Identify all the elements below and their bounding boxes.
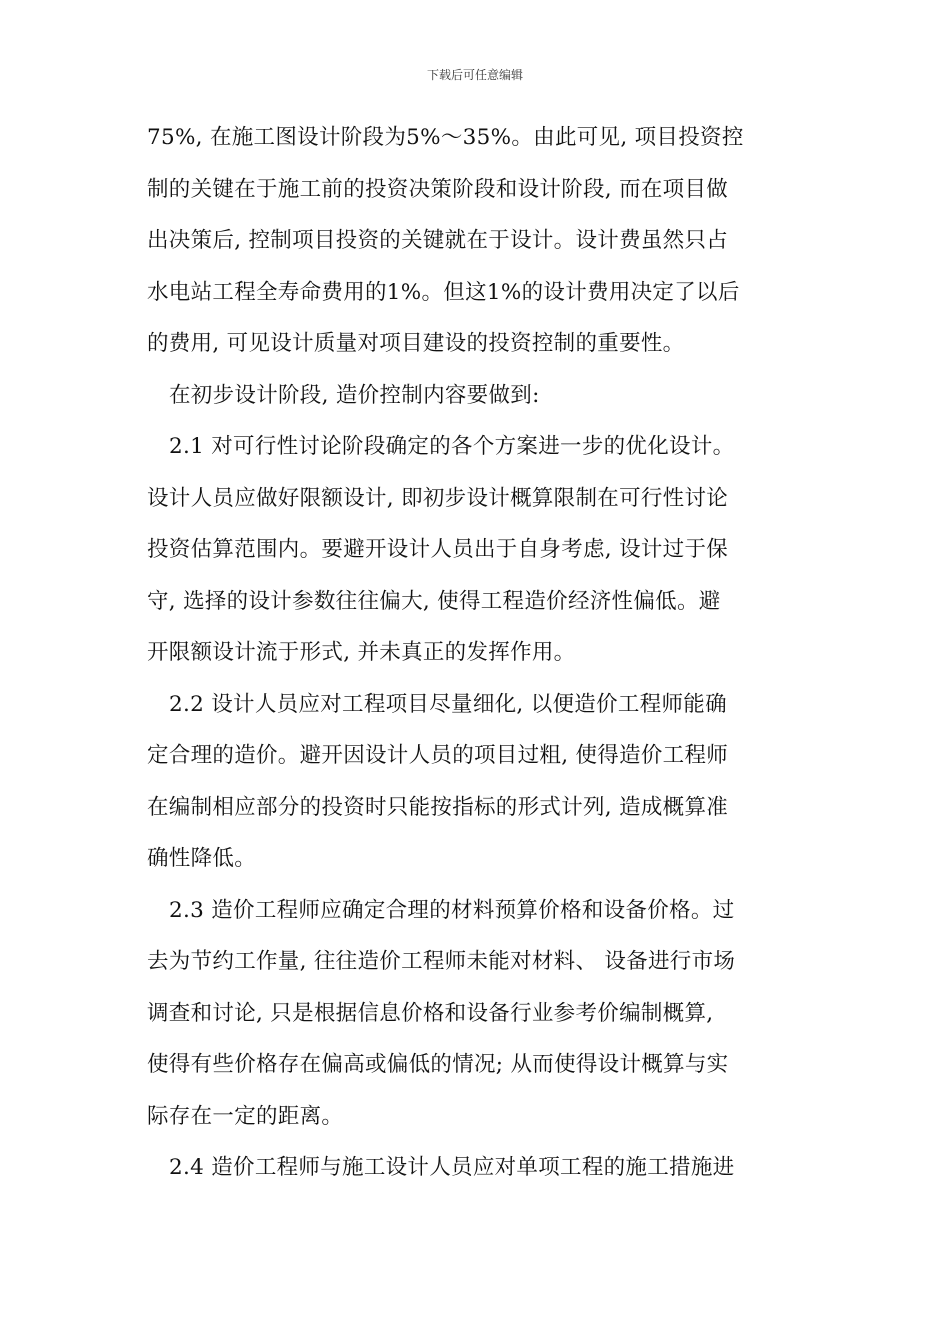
text-line: 在初步设计阶段, 造价控制内容要做到: xyxy=(169,382,540,408)
text-line: 制的关键在于施工前的投资决策阶段和设计阶段, 而在项目做 xyxy=(147,176,729,202)
text-line: 定合理的造价。避开因设计人员的项目过粗, 使得造价工程师 xyxy=(147,743,729,768)
text-line: 2.1 对可行性讨论阶段确定的各个方案进一步的优化设计。 xyxy=(169,434,735,459)
text-line: 2.3 造价工程师应确定合理的材料预算价格和设备价格。过 xyxy=(169,897,735,923)
text-line: 投资估算范围内。要避开设计人员出于自身考虑, 设计过于保 xyxy=(147,537,729,562)
text-line: 守, 选择的设计参数往往偏大, 使得工程造价经济性偏低。避 xyxy=(147,588,721,614)
text-line: 出决策后, 控制项目投资的关键就在于设计。设计费虽然只占 xyxy=(147,228,729,253)
body-text xyxy=(147,112,807,1194)
text-line: 开限额设计流于形式, 并未真正的发挥作用。 xyxy=(147,640,576,665)
text-line: 在编制相应部分的投资时只能按指标的形式计列, 造成概算准 xyxy=(147,794,729,820)
text-line: 2.2 设计人员应对工程项目尽量细化, 以便造价工程师能确 xyxy=(169,691,727,717)
text-line: 75%, 在施工图设计阶段为5%～35%。由此可见, 项目投资控 xyxy=(147,125,744,150)
text-line: 际存在一定的距离。 xyxy=(147,1103,344,1129)
text-line: 设计人员应做好限额设计, 即初步设计概算限制在可行性讨论 xyxy=(147,485,729,511)
text-line: 去为节约工作量, 往往造价工程师未能对材料、 设备进行市场 xyxy=(147,949,736,974)
text-line: 水电站工程全寿命费用的1%。但这1%的设计费用决定了以后 xyxy=(147,279,740,305)
text-line: 确性降低。 xyxy=(147,846,257,871)
text-line: 使得有些价格存在偏高或偏低的情况; 从而使得设计概算与实 xyxy=(147,1052,729,1077)
text-line: 2.4 造价工程师与施工设计人员应对单项工程的施工措施进 xyxy=(169,1155,735,1180)
page-header: 下载后可任意编辑 xyxy=(426,68,523,82)
text-line: 调查和讨论, 只是根据信息价格和设备行业参考价编制概算, xyxy=(147,1000,714,1026)
text-line: 的费用, 可见设计质量对项目建设的投资控制的重要性。 xyxy=(147,331,685,356)
